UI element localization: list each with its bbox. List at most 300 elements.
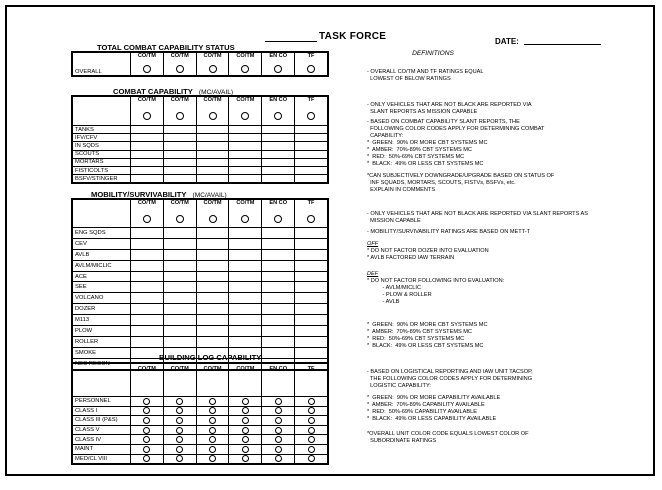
value-cell[interactable] <box>163 150 196 158</box>
status-circle-icon[interactable] <box>143 446 150 453</box>
column-header: EN CO <box>262 53 295 64</box>
status-cell[interactable] <box>163 454 196 464</box>
status-circle-icon[interactable] <box>275 436 282 443</box>
value-cell[interactable] <box>229 260 262 271</box>
status-cell[interactable] <box>131 425 164 435</box>
status-cell[interactable] <box>229 435 262 445</box>
overall-status-cell[interactable] <box>131 63 164 76</box>
status-circle-icon[interactable] <box>143 455 150 462</box>
status-cell[interactable] <box>229 397 262 407</box>
mobility-row <box>73 249 328 260</box>
log-row <box>73 444 328 454</box>
status-circle-icon[interactable] <box>176 427 183 434</box>
value-cell[interactable] <box>229 150 262 158</box>
status-circle-icon[interactable] <box>242 436 249 443</box>
rating-circle-icon[interactable] <box>274 112 282 120</box>
value-cell[interactable] <box>131 293 164 304</box>
value-cell[interactable] <box>196 249 229 260</box>
definition-line: - MOBILITY/SURVIVABILITY RATINGS ARE BASED ON METT-T <box>367 229 531 235</box>
value-cell[interactable] <box>295 260 328 271</box>
column-header: CO/TM <box>196 364 229 397</box>
value-cell[interactable] <box>163 175 196 183</box>
value-cell[interactable] <box>295 249 328 260</box>
value-cell[interactable] <box>131 326 164 337</box>
header-blank <box>73 364 131 397</box>
value-cell[interactable] <box>262 175 295 183</box>
mobility-row <box>73 336 328 347</box>
status-cell[interactable] <box>262 454 295 464</box>
status-circle-icon[interactable] <box>242 446 249 453</box>
value-cell[interactable] <box>295 347 328 358</box>
date-field[interactable] <box>524 44 601 45</box>
value-cell[interactable] <box>295 336 328 347</box>
column-header: TF <box>295 97 328 108</box>
status-cell[interactable] <box>131 416 164 426</box>
value-cell[interactable] <box>295 158 328 166</box>
status-cell[interactable] <box>295 416 328 426</box>
mobility-label: MOBILITY/SURVIVABILITY <box>91 190 187 199</box>
status-circle-icon[interactable] <box>209 65 217 73</box>
value-cell[interactable] <box>131 134 164 142</box>
definition-line: - BASED ON LOGISTICAL REPORTING AND IAW UNIT TACSOP, <box>367 369 533 375</box>
definition-line: - BASED ON COMBAT CAPABILITY SLANT REPORTS, THE <box>367 119 520 125</box>
rating-circle-icon[interactable] <box>241 112 249 120</box>
status-circle-icon[interactable] <box>176 455 183 462</box>
value-cell[interactable] <box>262 271 295 282</box>
value-cell[interactable] <box>262 260 295 271</box>
status-circle-icon[interactable] <box>143 398 150 405</box>
overall-status-cell[interactable] <box>196 63 229 76</box>
status-circle-icon[interactable] <box>176 407 183 414</box>
status-circle-icon[interactable] <box>274 65 282 73</box>
status-circle-icon[interactable] <box>209 407 216 414</box>
value-cell[interactable] <box>295 304 328 315</box>
mobility-row <box>73 282 328 293</box>
value-cell[interactable] <box>262 336 295 347</box>
value-cell[interactable] <box>262 158 295 166</box>
value-cell[interactable] <box>295 166 328 174</box>
column-header: CO/TM <box>131 53 164 64</box>
column-header: CO/TM <box>196 97 229 108</box>
value-cell[interactable] <box>131 150 164 158</box>
definition-line: * RED: 50%-69% CBT SYSTEMS MC <box>367 154 465 160</box>
status-circle-icon[interactable] <box>209 446 216 453</box>
status-cell[interactable] <box>196 435 229 445</box>
log-row <box>73 425 328 435</box>
value-cell[interactable] <box>131 282 164 293</box>
value-cell[interactable] <box>262 304 295 315</box>
value-cell[interactable] <box>295 326 328 337</box>
mobility-row-label: M113 <box>73 315 131 326</box>
status-circle-icon[interactable] <box>307 65 315 73</box>
definition-line: * DO NOT FACTOR DOZER INTO EVALUATION <box>367 248 489 254</box>
mobility-row-label: ENG SQDS <box>73 228 131 239</box>
value-cell[interactable] <box>229 142 262 150</box>
value-cell[interactable] <box>196 150 229 158</box>
value-cell[interactable] <box>131 228 164 239</box>
value-cell[interactable] <box>163 315 196 326</box>
value-cell[interactable] <box>295 150 328 158</box>
status-circle-icon[interactable] <box>308 407 315 414</box>
rating-circle-icon[interactable] <box>209 112 217 120</box>
value-cell[interactable] <box>295 271 328 282</box>
status-circle-icon[interactable] <box>176 446 183 453</box>
value-cell[interactable] <box>131 166 164 174</box>
status-circle-icon[interactable] <box>308 446 315 453</box>
header-blank <box>73 107 131 126</box>
mobility-row-label: ACE <box>73 271 131 282</box>
rating-circle-icon[interactable] <box>143 215 151 223</box>
form-title: TASK FORCE <box>319 31 387 42</box>
value-cell[interactable] <box>262 166 295 174</box>
status-circle-icon[interactable] <box>275 446 282 453</box>
overall-status-cell[interactable] <box>262 63 295 76</box>
status-cell[interactable] <box>229 416 262 426</box>
status-circle-icon[interactable] <box>275 455 282 462</box>
value-cell[interactable] <box>229 304 262 315</box>
value-cell[interactable] <box>262 228 295 239</box>
status-circle-icon[interactable] <box>209 427 216 434</box>
header-blank <box>73 97 131 108</box>
definition-line: OFF <box>367 241 379 247</box>
status-cell[interactable] <box>295 406 328 416</box>
combat-row-label: TANKS <box>73 126 131 134</box>
mobility-row-label: AVLB <box>73 249 131 260</box>
definition-line: CAPABILITY: <box>367 133 404 139</box>
status-cell[interactable] <box>196 454 229 464</box>
value-cell[interactable] <box>131 175 164 183</box>
status-cell[interactable] <box>295 444 328 454</box>
value-cell[interactable] <box>163 249 196 260</box>
value-cell[interactable] <box>229 249 262 260</box>
status-cell[interactable] <box>163 397 196 407</box>
column-header: CO/TM <box>131 97 164 108</box>
log-row-label: CLASS IV <box>73 435 131 445</box>
status-cell[interactable] <box>262 416 295 426</box>
status-circle-icon[interactable] <box>241 65 249 73</box>
combat-row <box>73 175 328 183</box>
status-circle-icon[interactable] <box>242 398 249 405</box>
value-cell[interactable] <box>229 158 262 166</box>
value-cell[interactable] <box>229 282 262 293</box>
mobility-row <box>73 293 328 304</box>
value-cell[interactable] <box>131 158 164 166</box>
status-cell[interactable] <box>295 454 328 464</box>
value-cell[interactable] <box>295 228 328 239</box>
status-cell[interactable] <box>131 397 164 407</box>
column-header: CO/TM <box>163 200 196 211</box>
mobility-row <box>73 238 328 249</box>
combat-capability-label: COMBAT CAPABILITY <box>113 87 193 96</box>
value-cell[interactable] <box>295 134 328 142</box>
value-cell[interactable] <box>163 336 196 347</box>
status-circle-icon[interactable] <box>143 407 150 414</box>
rating-cell <box>262 107 295 126</box>
combat-row <box>73 142 328 150</box>
status-circle-icon[interactable] <box>275 417 282 424</box>
task-force-name-field[interactable] <box>265 41 317 42</box>
value-cell[interactable] <box>163 304 196 315</box>
value-cell[interactable] <box>196 175 229 183</box>
value-cell[interactable] <box>196 271 229 282</box>
overall-status-cell[interactable] <box>229 63 262 76</box>
status-circle-icon[interactable] <box>275 427 282 434</box>
definition-line: *OVERALL UNIT COLOR CODE EQUALS LOWEST COLOR OF <box>367 431 529 437</box>
combat-row <box>73 126 328 134</box>
value-cell[interactable] <box>229 228 262 239</box>
definition-line: FOLLOWING COLOR CODES APPLY FOR DETERMINING COMBAT <box>367 126 545 132</box>
value-cell[interactable] <box>295 293 328 304</box>
combat-row <box>73 158 328 166</box>
log-row-label: CLASS V <box>73 425 131 435</box>
status-circle-icon[interactable] <box>242 417 249 424</box>
value-cell[interactable] <box>295 315 328 326</box>
status-circle-icon[interactable] <box>176 65 184 73</box>
status-cell[interactable] <box>229 454 262 464</box>
value-cell[interactable] <box>295 142 328 150</box>
value-cell[interactable] <box>196 126 229 134</box>
value-cell[interactable] <box>295 282 328 293</box>
status-cell[interactable] <box>196 425 229 435</box>
value-cell[interactable] <box>229 336 262 347</box>
value-cell[interactable] <box>131 260 164 271</box>
value-cell[interactable] <box>131 304 164 315</box>
value-cell[interactable] <box>229 315 262 326</box>
status-cell[interactable] <box>262 444 295 454</box>
value-cell[interactable] <box>131 249 164 260</box>
status-cell[interactable] <box>262 425 295 435</box>
combat-row <box>73 150 328 158</box>
column-header: EN CO <box>262 200 295 211</box>
status-cell[interactable] <box>163 406 196 416</box>
status-circle-icon[interactable] <box>176 398 183 405</box>
mobility-row-label: PLOW <box>73 326 131 337</box>
value-cell[interactable] <box>196 293 229 304</box>
value-cell[interactable] <box>229 166 262 174</box>
status-cell[interactable] <box>131 454 164 464</box>
value-cell[interactable] <box>229 326 262 337</box>
value-cell[interactable] <box>295 175 328 183</box>
value-cell[interactable] <box>163 228 196 239</box>
status-circle-icon[interactable] <box>143 65 151 73</box>
value-cell[interactable] <box>196 228 229 239</box>
value-cell[interactable] <box>295 238 328 249</box>
value-cell[interactable] <box>131 315 164 326</box>
log-row <box>73 406 328 416</box>
status-circle-icon[interactable] <box>275 407 282 414</box>
value-cell[interactable] <box>196 166 229 174</box>
value-cell[interactable] <box>163 271 196 282</box>
status-cell[interactable] <box>229 425 262 435</box>
value-cell[interactable] <box>196 304 229 315</box>
rating-circle-icon[interactable] <box>241 215 249 223</box>
value-cell[interactable] <box>262 315 295 326</box>
value-cell[interactable] <box>229 175 262 183</box>
column-header: TF <box>295 200 328 211</box>
status-circle-icon[interactable] <box>143 436 150 443</box>
value-cell[interactable] <box>262 326 295 337</box>
status-circle-icon[interactable] <box>209 455 216 462</box>
definition-line: * GREEN: 90% OR MORE CBT SYSTEMS MC <box>367 322 488 328</box>
definition-line: LOGISTIC CAPABILITY: <box>367 383 431 389</box>
status-cell[interactable] <box>163 444 196 454</box>
combat-row-label: SCOUTS <box>73 150 131 158</box>
definition-line: * BLACK: 49% OR LESS CAPABILITY AVAILABLE <box>367 416 497 422</box>
definition-line: - PLOW & ROLLER <box>367 292 432 298</box>
status-cell[interactable] <box>131 406 164 416</box>
status-cell[interactable] <box>163 416 196 426</box>
mobility-subtitle: (MC/AVAIL) <box>192 192 227 199</box>
value-cell[interactable] <box>163 134 196 142</box>
mobility-row <box>73 228 328 239</box>
value-cell[interactable] <box>262 347 295 358</box>
value-cell[interactable] <box>196 260 229 271</box>
status-circle-icon[interactable] <box>308 417 315 424</box>
column-header-row <box>73 53 328 64</box>
status-cell[interactable] <box>229 406 262 416</box>
status-cell[interactable] <box>196 397 229 407</box>
value-cell[interactable] <box>229 134 262 142</box>
value-cell[interactable] <box>196 336 229 347</box>
value-cell[interactable] <box>163 166 196 174</box>
status-cell[interactable] <box>196 406 229 416</box>
value-cell[interactable] <box>262 282 295 293</box>
status-circle-icon[interactable] <box>308 455 315 462</box>
status-cell[interactable] <box>295 435 328 445</box>
definition-line: * DO NOT FACTOR FOLLOWING INTO EVALUATION: <box>367 278 505 284</box>
value-cell[interactable] <box>262 134 295 142</box>
overall-status-cell[interactable] <box>295 63 328 76</box>
overall-status-cell[interactable] <box>163 63 196 76</box>
value-cell[interactable] <box>196 134 229 142</box>
rating-circle-icon[interactable] <box>307 112 315 120</box>
status-cell[interactable] <box>196 444 229 454</box>
value-cell[interactable] <box>229 271 262 282</box>
value-cell[interactable] <box>295 126 328 134</box>
value-cell[interactable] <box>262 293 295 304</box>
definition-line: INF SQUADS, MORTARS, SCOUTS, FISTVs, BSFVs, etc. <box>367 180 516 186</box>
header-blank <box>73 53 131 64</box>
status-circle-icon[interactable] <box>242 427 249 434</box>
value-cell[interactable] <box>163 282 196 293</box>
value-cell[interactable] <box>196 315 229 326</box>
value-cell[interactable] <box>131 126 164 134</box>
value-cell[interactable] <box>163 142 196 150</box>
rating-circle-icon[interactable] <box>143 112 151 120</box>
status-cell[interactable] <box>229 444 262 454</box>
rating-cell <box>229 210 262 228</box>
status-cell[interactable] <box>131 435 164 445</box>
definition-line: * AMBER: 70%-89% CBT SYSTEMS MC <box>367 147 472 153</box>
combat-capability-title <box>113 87 233 96</box>
column-header: CO/TM <box>163 97 196 108</box>
status-cell[interactable] <box>295 397 328 407</box>
column-header: CO/TM <box>229 364 262 397</box>
status-circle-icon[interactable] <box>176 417 183 424</box>
value-cell[interactable] <box>229 293 262 304</box>
definition-line: * BLACK: 49% OR LESS CBT SYSTEMS MC <box>367 161 484 167</box>
column-header: TF <box>295 53 328 64</box>
column-header: EN CO <box>262 364 295 397</box>
status-cell[interactable] <box>163 425 196 435</box>
total-combat-title: TOTAL COMBAT CAPABILITY STATUS <box>97 43 235 52</box>
value-cell[interactable] <box>131 142 164 150</box>
log-row <box>73 416 328 426</box>
status-circle-icon[interactable] <box>209 417 216 424</box>
value-cell[interactable] <box>163 260 196 271</box>
value-cell[interactable] <box>196 282 229 293</box>
value-cell[interactable] <box>262 150 295 158</box>
status-cell[interactable] <box>262 406 295 416</box>
status-circle-icon[interactable] <box>143 417 150 424</box>
log-row <box>73 397 328 407</box>
value-cell[interactable] <box>229 238 262 249</box>
definition-line: * RED: 50%-69% CBT SYSTEMS MC <box>367 336 465 342</box>
task-force-form <box>5 5 655 476</box>
status-circle-icon[interactable] <box>242 455 249 462</box>
status-circle-icon[interactable] <box>209 398 216 405</box>
value-cell[interactable] <box>262 249 295 260</box>
log-row-label: PERSONNEL <box>73 397 131 407</box>
log-row <box>73 435 328 445</box>
rating-circle-icon[interactable] <box>274 215 282 223</box>
status-cell[interactable] <box>196 416 229 426</box>
rating-circle-icon[interactable] <box>176 215 184 223</box>
definition-line: * RED: 50%-69% CAPABILITY AVAILABLE <box>367 409 477 415</box>
value-cell[interactable] <box>196 142 229 150</box>
overall-row <box>73 63 328 76</box>
status-circle-icon[interactable] <box>308 398 315 405</box>
rating-circle-icon[interactable] <box>176 112 184 120</box>
status-cell[interactable] <box>295 425 328 435</box>
value-cell[interactable] <box>163 238 196 249</box>
value-cell[interactable] <box>163 158 196 166</box>
value-cell[interactable] <box>163 126 196 134</box>
status-cell[interactable] <box>262 435 295 445</box>
log-row-label: MAINT <box>73 444 131 454</box>
status-circle-icon[interactable] <box>209 436 216 443</box>
value-cell[interactable] <box>196 158 229 166</box>
status-circle-icon[interactable] <box>176 436 183 443</box>
value-cell[interactable] <box>262 126 295 134</box>
column-header: CO/TM <box>229 200 262 211</box>
value-cell[interactable] <box>262 238 295 249</box>
status-cell[interactable] <box>131 444 164 454</box>
combat-row-label: FISTICOLTS <box>73 166 131 174</box>
status-cell[interactable] <box>262 397 295 407</box>
definition-line: - AVLM/MICLIC <box>367 285 421 291</box>
status-circle-icon[interactable] <box>242 407 249 414</box>
rating-circle-icon[interactable] <box>307 215 315 223</box>
status-circle-icon[interactable] <box>143 427 150 434</box>
value-cell[interactable] <box>131 336 164 347</box>
value-cell[interactable] <box>262 142 295 150</box>
status-circle-icon[interactable] <box>275 398 282 405</box>
value-cell[interactable] <box>229 126 262 134</box>
value-cell[interactable] <box>196 326 229 337</box>
status-circle-icon[interactable] <box>308 436 315 443</box>
rating-cell <box>196 210 229 228</box>
value-cell[interactable] <box>131 271 164 282</box>
status-cell[interactable] <box>163 435 196 445</box>
status-circle-icon[interactable] <box>308 427 315 434</box>
value-cell[interactable] <box>163 293 196 304</box>
value-cell[interactable] <box>196 238 229 249</box>
rating-circle-icon[interactable] <box>209 215 217 223</box>
value-cell[interactable] <box>131 238 164 249</box>
value-cell[interactable] <box>163 326 196 337</box>
log-row-label: MED/CL VIII <box>73 454 131 464</box>
